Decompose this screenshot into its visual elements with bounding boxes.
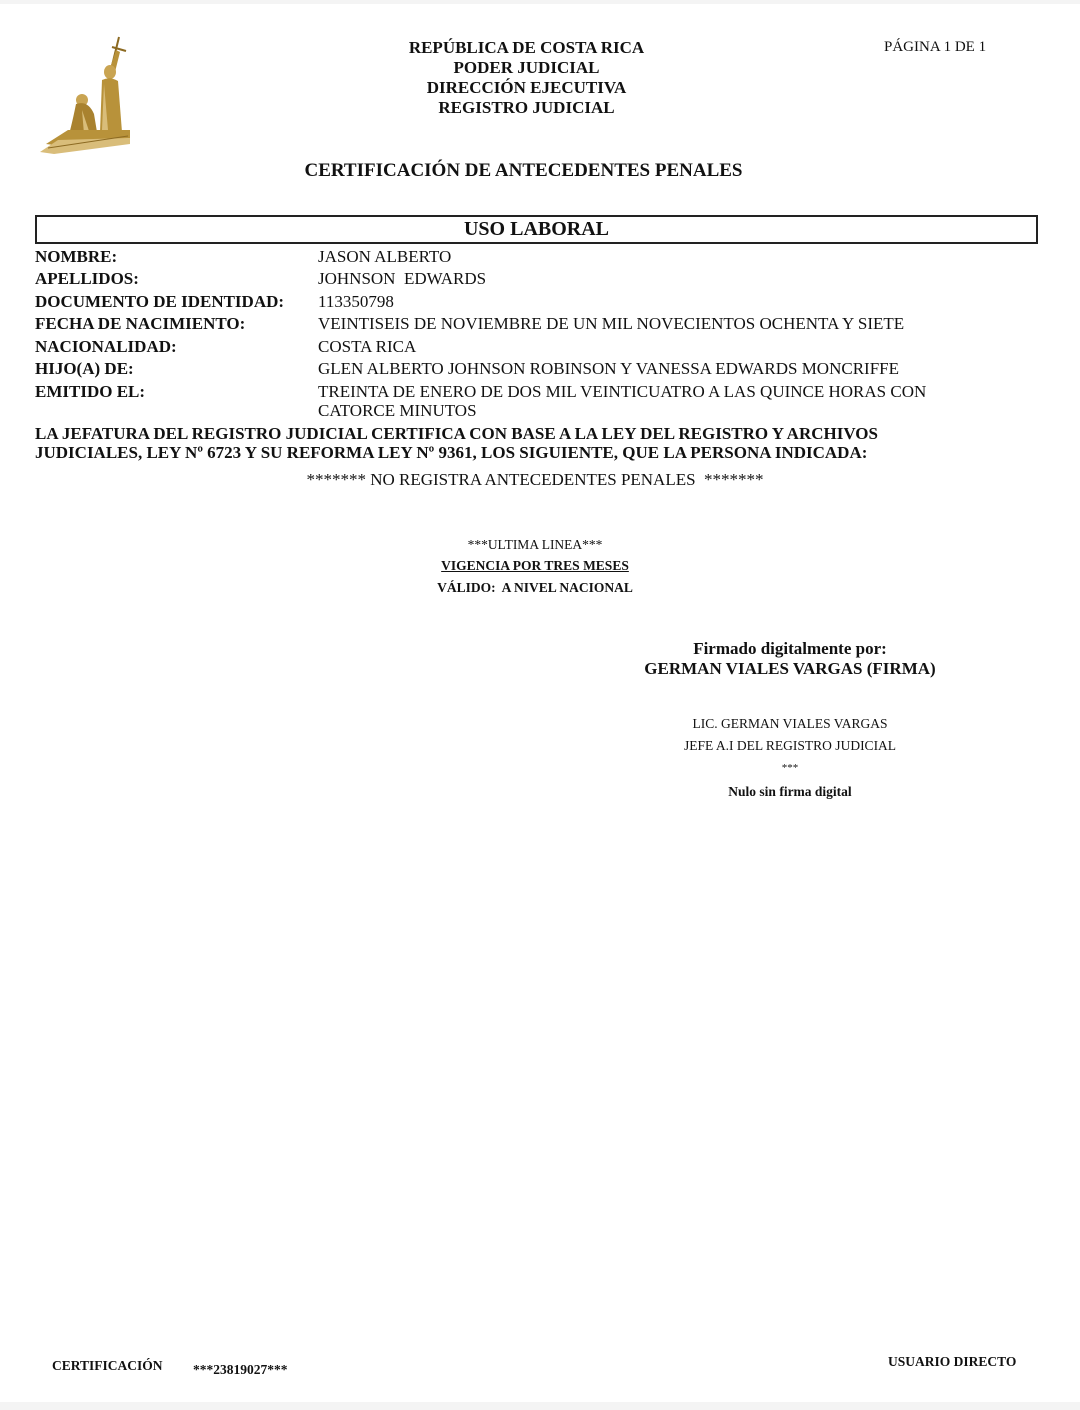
value-documento: 113350798 [318, 292, 394, 311]
label-apellidos: APELLIDOS: [35, 269, 139, 288]
value-nacionalidad: COSTA RICA [318, 337, 417, 356]
label-documento: DOCUMENTO DE IDENTIDAD: [35, 292, 285, 311]
null-without-signature-note: Nulo sin firma digital [728, 784, 852, 799]
footer-certification-number: ***23819027*** [193, 1362, 288, 1377]
label-emitido: EMITIDO EL: [35, 382, 146, 401]
signer-name: GERMAN VIALES VARGAS (FIRMA) [644, 659, 936, 678]
label-nacionalidad: NACIONALIDAD: [35, 337, 177, 356]
value-emitido-line2: CATORCE MINUTOS [318, 401, 477, 420]
value-nombre: JASON ALBERTO [318, 247, 452, 266]
result-no-record: ******* NO REGISTRA ANTECEDENTES PENALES ******* [306, 470, 764, 489]
value-apellidos: JOHNSON EDWARDS [318, 269, 487, 288]
signatory-role: JEFE A.I DEL REGISTRO JUDICIAL [683, 738, 897, 753]
last-line-marker: ***ULTIMA LINEA*** [467, 537, 603, 552]
header-line-judicial-power: PODER JUDICIAL [453, 58, 600, 77]
signed-by-label: Firmado digitalmente por: [693, 639, 887, 658]
certification-statement-line2: JUDICIALES, LEY Nº 6723 Y SU REFORMA LEY Nº 9361, LOS SIGUIENTE, QUE LA PERSONA INDICADA: [35, 443, 868, 462]
validity-period-text: VIGENCIA POR TRES MESES [441, 558, 629, 573]
label-nacimiento: FECHA DE NACIMIENTO: [35, 314, 246, 333]
document-title: CERTIFICACIÓN DE ANTECEDENTES PENALES [304, 160, 743, 181]
signature-separator: *** [781, 762, 799, 774]
validity-scope: VÁLIDO: A NIVEL NACIONAL [437, 580, 633, 595]
certification-statement [35, 424, 1045, 462]
usage-box: USO LABORAL [35, 215, 1038, 244]
label-nombre: NOMBRE: [35, 247, 118, 266]
page-indicator: PÁGINA 1 DE 1 [884, 39, 987, 55]
label-hijo-de: HIJO(A) DE: [35, 359, 134, 378]
value-nacimiento: VEINTISEIS DE NOVIEMBRE DE UN MIL NOVECIENTOS OCHENTA Y SIETE [318, 314, 905, 333]
document-page [0, 4, 1080, 1402]
header-line-republic: REPÚBLICA DE COSTA RICA [408, 38, 645, 57]
certification-statement-line1: LA JEFATURA DEL REGISTRO JUDICIAL CERTIFICA CON BASE A LA LEY DEL REGISTRO Y ARCHIVOS [35, 424, 878, 443]
header-line-judicial-registry: REGISTRO JUDICIAL [438, 98, 615, 117]
validity-period [0, 558, 1070, 574]
header-line-executive-direction: DIRECCIÓN EJECUTIVA [426, 78, 627, 97]
value-hijo-de: GLEN ALBERTO JOHNSON ROBINSON Y VANESSA EDWARDS MONCRIFFE [318, 359, 899, 378]
value-emitido-line1: TREINTA DE ENERO DE DOS MIL VEINTICUATRO A LAS QUINCE HORAS CON [318, 382, 927, 401]
footer-user-type: USUARIO DIRECTO [888, 1354, 1017, 1369]
signatory-name: LIC. GERMAN VIALES VARGAS [692, 716, 888, 731]
digital-signature-block [560, 639, 1020, 679]
footer-certification-label: CERTIFICACIÓN [52, 1358, 163, 1373]
